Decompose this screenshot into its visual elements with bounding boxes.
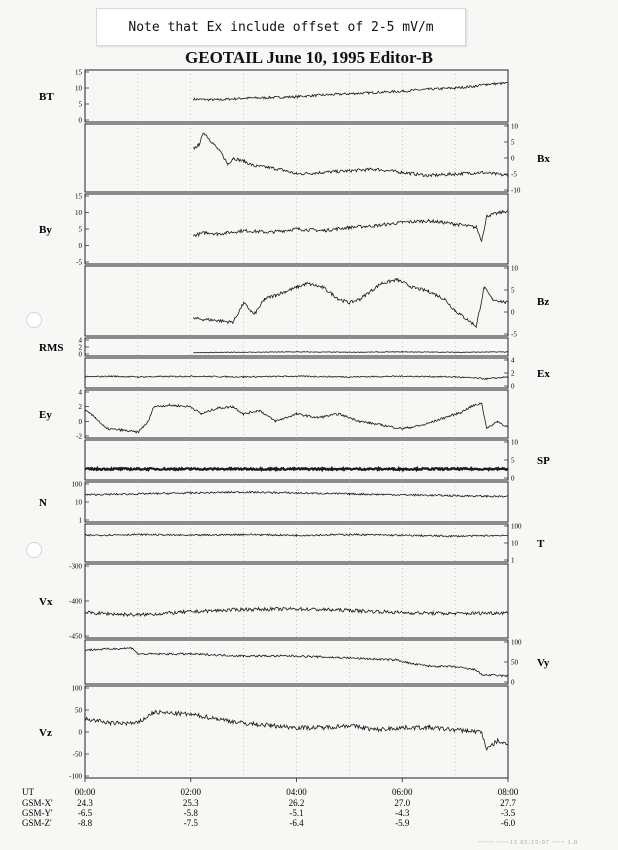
tick-label-bt: 0	[78, 116, 82, 125]
orbit-value: -6.0	[500, 818, 516, 828]
tick-label-vx: -450	[69, 632, 82, 641]
tick-label-vz: 0	[78, 728, 82, 737]
tick-label-t: 100	[511, 522, 522, 531]
tick-label-bz: 0	[511, 308, 515, 317]
panel-label-rms: RMS	[39, 342, 64, 354]
orbit-value: 27.7	[500, 798, 516, 808]
panel-frame-vy	[85, 640, 508, 684]
orbit-value: -8.8	[77, 818, 93, 828]
orbit-value: -5.1	[289, 808, 304, 818]
tick-label-vz: 100	[71, 684, 82, 693]
time-tick-label: 02:00	[180, 787, 202, 797]
tick-label-n: 1	[78, 516, 82, 525]
time-tick-label: 08:00	[497, 787, 519, 797]
trace-ey	[85, 403, 508, 433]
panel-frame-by	[85, 194, 508, 264]
panel-label-ey: Ey	[39, 409, 52, 421]
orbit-value: -7.5	[183, 818, 198, 828]
orbit-value: -5.9	[395, 818, 410, 828]
tick-label-ey: 0	[78, 417, 82, 426]
orbit-value: 26.2	[288, 798, 305, 808]
orbit-row-label: GSM-X'	[22, 798, 53, 808]
tick-label-ey: 2	[78, 403, 82, 412]
panel-label-by: By	[39, 224, 52, 236]
panel-label-vy: Vy	[537, 657, 550, 669]
tick-label-vz: -100	[69, 772, 82, 781]
panel-frame-vz	[85, 686, 508, 778]
tick-label-bx: 10	[511, 122, 518, 131]
footer-stamp: ~~~~ ~~~13 05:15:07 ~~~ 1.0	[477, 840, 578, 846]
trace-sp	[85, 468, 508, 470]
orbit-value: -6.4	[289, 818, 304, 828]
panel-frame-bz	[85, 266, 508, 336]
tick-label-vx: -300	[69, 562, 82, 571]
tick-label-vy: 50	[511, 658, 518, 667]
tick-label-vz: 50	[75, 706, 82, 715]
panel-label-bx: Bx	[537, 153, 550, 165]
orbit-value: -6.5	[77, 808, 93, 818]
panel-label-vx: Vx	[39, 596, 53, 608]
tick-label-bx: 5	[511, 138, 515, 147]
tick-label-vx: -400	[69, 597, 82, 606]
chart-title: GEOTAIL June 10, 1995 Editor-B	[185, 48, 433, 67]
tick-label-t: 10	[511, 539, 518, 548]
time-tick-label: 04:00	[286, 787, 307, 797]
trace-bt	[193, 82, 508, 101]
tick-label-t: 1	[511, 556, 515, 565]
tick-label-ex: 4	[511, 356, 515, 365]
orbit-value: 27.0	[394, 798, 411, 808]
tick-label-sp: 10	[511, 438, 518, 447]
tick-label-sp: 0	[511, 474, 515, 483]
tick-label-sp: 5	[511, 456, 515, 465]
orbit-value: -4.3	[395, 808, 410, 818]
panel-frame-bx	[85, 124, 508, 192]
tick-label-by: 5	[78, 225, 82, 234]
trace-rms	[193, 352, 508, 353]
orbit-row-label: GSM-Z'	[22, 818, 52, 828]
tick-label-bz: -5	[511, 330, 517, 339]
tick-label-by: -5	[76, 258, 82, 267]
time-tick-label: 00:00	[74, 787, 96, 797]
tick-label-bt: 15	[75, 68, 82, 77]
time-axis-label: UT	[22, 787, 34, 797]
tick-label-bt: 5	[78, 100, 82, 109]
tick-label-vy: 0	[511, 678, 515, 687]
trace-bx	[193, 133, 508, 177]
panel-label-vz: Vz	[39, 727, 52, 739]
tick-label-ex: 2	[511, 369, 515, 378]
trace-t	[85, 534, 508, 537]
orbit-value: -3.5	[500, 808, 516, 818]
panel-label-n: N	[39, 497, 47, 509]
tick-label-bz: 10	[511, 264, 518, 273]
tick-label-bx: -5	[511, 170, 517, 179]
tick-label-by: 0	[78, 242, 82, 250]
tick-label-bx: -10	[511, 186, 521, 195]
tick-label-by: 10	[75, 209, 82, 217]
tick-label-rms: 2	[78, 343, 82, 352]
panel-label-ex: Ex	[537, 368, 550, 380]
panel-label-bz: Bz	[537, 296, 550, 308]
panel-label-bt: BT	[39, 91, 54, 103]
tick-label-bx: 0	[511, 154, 515, 163]
tick-label-n: 100	[71, 480, 82, 489]
tick-label-ey: 4	[78, 388, 82, 397]
trace-bz	[193, 279, 508, 328]
panel-label-t: T	[537, 538, 545, 550]
orbit-value: -5.8	[183, 808, 198, 818]
panel-label-sp: SP	[537, 455, 550, 467]
tick-label-rms: 4	[78, 336, 82, 345]
tick-label-bt: 10	[75, 84, 82, 93]
tick-label-ey: -2	[76, 432, 82, 441]
orbit-row-label: GSM-Y'	[22, 808, 53, 818]
annotation-note: Note that Ex include offset of 2-5 mV/m	[96, 8, 466, 46]
time-tick-label: 06:00	[391, 787, 413, 797]
tick-label-by: 15	[75, 192, 82, 201]
orbit-value: 25.3	[182, 798, 199, 808]
tick-label-n: 10	[75, 498, 82, 507]
orbit-value: 24.3	[77, 798, 93, 808]
tick-label-vy: 100	[511, 638, 522, 647]
tick-label-rms: 0	[78, 350, 82, 359]
tick-label-ex: 0	[511, 382, 515, 391]
trace-by	[193, 210, 508, 242]
tick-label-bz: 5	[511, 286, 515, 295]
tick-label-vz: -50	[72, 750, 82, 759]
